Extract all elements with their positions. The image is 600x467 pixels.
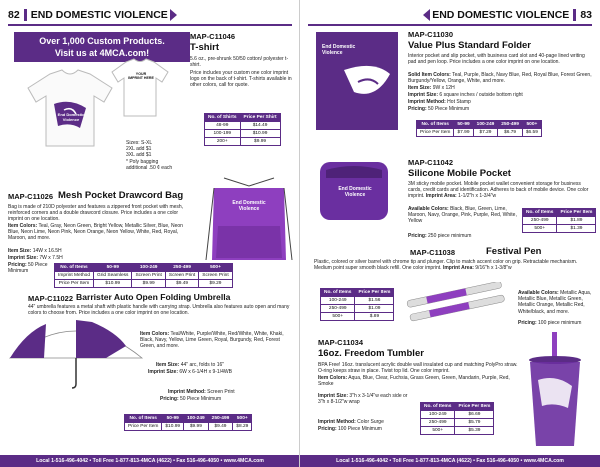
umbrella-colors — [140, 331, 290, 350]
mobile-pocket-image — [318, 160, 390, 222]
table-header: Price Per Item — [455, 403, 494, 411]
table-cell: $6.79 — [498, 129, 523, 137]
drawcord-desc: Bag is made of 210D polyester and features a zippered front pocket with mesh, reinforced corners and a double drawcord closure. Price includes a one color imprint on one location. — [8, 204, 184, 223]
table-row — [205, 130, 281, 138]
drawcord-colors — [8, 223, 194, 242]
table-header: 250-499 — [208, 415, 233, 423]
tumbler-image — [522, 330, 588, 450]
table-row — [321, 305, 394, 313]
value: 7W x 7.5H — [39, 255, 63, 261]
umbrella-image — [6, 318, 146, 390]
table-cell: $1.09 — [355, 305, 394, 313]
label: Pricing: — [408, 233, 427, 239]
table-header: No. of Shirts — [205, 114, 241, 122]
tumbler-sku: MAP-C11034 — [318, 338, 364, 347]
table-cell: $1.56 — [355, 297, 394, 305]
table-header: 50-99 — [162, 415, 184, 423]
tshirt-desc: 5.6 oz., pre-shrunk 50/50 cotton/ polyester t-shirt. — [190, 56, 289, 69]
table-cell: $10.99 — [240, 130, 280, 138]
tumbler-title: 16oz. Freedom Tumbler — [318, 348, 424, 359]
header-arrow-icon — [170, 9, 177, 21]
label: Pricing: — [408, 106, 427, 112]
table-header: No. of Items — [523, 209, 557, 217]
umbrella-imprint — [148, 369, 290, 375]
table-cell: Screen Print — [199, 272, 232, 280]
table-cell: $5.39 — [455, 427, 494, 435]
pen-desc — [314, 259, 594, 271]
value: Screen Print — [207, 389, 235, 395]
folder-imprint-text: End Domestic Violence — [322, 44, 356, 56]
table-cell: Screen Print — [165, 272, 198, 280]
label: Item Colors: — [8, 223, 38, 229]
table-cell: Grid Seamless — [94, 272, 132, 280]
label: Solid Item Colors: — [408, 72, 451, 78]
label: Item Colors: — [318, 375, 348, 381]
tshirt-front-text: End Domestic Violence — [57, 112, 85, 122]
table-header: 100-249 — [184, 415, 209, 423]
value: 9/16"h x 1-3/8"w — [475, 265, 512, 272]
label: Item Size: — [8, 248, 32, 254]
table-header: 50-99 — [454, 121, 473, 129]
umbrella-sku — [28, 294, 73, 303]
table-header: Price Per Item — [557, 209, 596, 217]
pen-price-table — [320, 288, 394, 321]
umbrella-price-table — [124, 414, 252, 431]
table-cell: Price Per Item — [55, 280, 94, 288]
folder-imprint — [408, 92, 523, 98]
label: Imprint Size: — [318, 393, 349, 399]
promo-line2: Visit us at 4MCA.com! — [54, 48, 150, 58]
value: 1-1/2"h x 1-3/4"w — [458, 193, 497, 200]
sku-text: MAP-C11022 — [28, 294, 74, 303]
value: 3M sticky mobile pocket. Mobile pocket wallet convenient storage for business cards, credit cards and identification. Adheres to back of mobile device. One color imprint. — [408, 181, 589, 200]
table-row — [321, 313, 394, 321]
tumbler-price-table — [420, 402, 494, 435]
table-cell: $6.59 — [522, 129, 541, 137]
table-row — [55, 272, 233, 280]
value: 9W x 12H — [432, 85, 455, 91]
pocket-title: Silicone Mobile Pocket — [408, 168, 511, 179]
value: 50 Piece Minimum — [428, 106, 470, 112]
pen-image — [404, 282, 514, 322]
table-cell: 500+ — [523, 225, 557, 233]
folder-title: Value Plus Standard Folder — [408, 40, 532, 51]
table-row — [205, 138, 281, 146]
pocket-desc — [408, 181, 594, 200]
label: Imprint Method: — [318, 419, 356, 425]
value: 250 piece minimum — [428, 233, 472, 239]
tshirt-sku: MAP-C11046 — [190, 32, 236, 41]
label: Pricing: — [318, 426, 337, 432]
sizes-line: * Poly bagging — [126, 158, 159, 165]
page-footer: Local 1-516-496-4042 • Toll Free 1-877-813-4MCA (4622) • Fax 516-496-4050 • www.4MCA.com — [300, 455, 600, 467]
header-title: END DOMESTIC VIOLENCE — [30, 9, 168, 21]
table-cell: $14.49 — [240, 122, 280, 130]
pen-pricing — [518, 320, 581, 326]
table-cell: 500+ — [321, 313, 355, 321]
tshirt-desc2: Price includes your custom one color imprint logo on the back of t-shirt. T-shirts available in other colors, call for quote. — [190, 70, 292, 89]
pocket-pricing — [408, 233, 471, 239]
drawcord-title: Mesh Pocket Drawcord Bag — [58, 190, 184, 201]
table-header: No. of Items — [55, 264, 94, 272]
label: Pricing: — [160, 396, 179, 402]
umbrella-size — [156, 362, 290, 368]
table-row — [421, 419, 494, 427]
folder-image — [314, 30, 400, 132]
bag-imprint-text: End Domestic Violence — [232, 200, 266, 212]
sizes-line: additional .50 ¢ each — [126, 164, 173, 171]
tshirt-sizes — [126, 140, 190, 171]
table-cell: 100-249 — [421, 411, 455, 419]
folder-desc: Interior pocket and slip pocket, with business card slot and 40-page lined writing pad and pen loop. Price includes a one color imprint on one location. — [408, 53, 585, 66]
label: Available Colors: — [408, 206, 449, 212]
table-cell: $7.29 — [473, 129, 498, 137]
table-cell: 500+ — [421, 427, 455, 435]
pen-title: Festival Pen — [486, 246, 542, 257]
label: Imprint Method: — [408, 99, 446, 105]
drawcord-size — [8, 248, 62, 254]
table-header: No. of Items — [125, 415, 162, 423]
table-cell: $1.39 — [557, 225, 596, 233]
table-cell: $10.99 — [162, 423, 184, 431]
page-number: 82 — [8, 9, 20, 21]
table-cell: $7.99 — [454, 129, 473, 137]
table-cell: $.89 — [355, 313, 394, 321]
label: Item Size: — [156, 362, 180, 368]
label: Imprint Area: — [425, 193, 457, 200]
value: 100 piece minimum — [538, 320, 582, 326]
table-cell: Screen Print — [132, 272, 165, 280]
table-header: 100-249 — [132, 264, 165, 272]
label: Imprint Size: — [148, 369, 179, 375]
label: Imprint Size: — [408, 92, 439, 98]
pen-colors — [518, 290, 594, 315]
pocket-imprint-text: End Domestic Violence — [338, 186, 372, 198]
drawcord-pricing — [8, 262, 48, 274]
drawcord-bag-image — [204, 176, 294, 262]
label: Item Size: — [408, 85, 432, 91]
table-cell: $9.99 — [184, 423, 209, 431]
tumbler-imprint — [318, 393, 408, 405]
page-number: 83 — [580, 9, 592, 21]
table-row — [417, 129, 542, 137]
table-header: No. of Items — [321, 289, 355, 297]
page-footer: Local 1-516-496-4042 • Toll Free 1-877-813-4MCA (4622) • Fax 516-496-4050 • www.4MCA.com — [0, 455, 300, 467]
table-cell: 200+ — [205, 138, 241, 146]
table-cell: $10.99 — [94, 280, 132, 288]
tshirt-back-logo: YOUR IMPRINT HERE — [128, 72, 154, 81]
tshirt-front-image — [20, 68, 120, 148]
table-cell: 250-499 — [421, 419, 455, 427]
table-cell: $6.69 — [455, 411, 494, 419]
catalog-page-right — [300, 0, 600, 467]
tumbler-method — [318, 419, 384, 425]
table-cell: $1.89 — [557, 217, 596, 225]
value: 100 Piece Minimum — [338, 426, 382, 432]
pocket-colors — [408, 206, 518, 225]
umbrella-pricing — [160, 396, 221, 402]
table-cell: 100-199 — [205, 130, 241, 138]
value: Aqua, Blue, Clear, Fuchsia, Grass Green, Green, Mandarin, Purple, Red, Smoke — [318, 375, 510, 388]
umbrella-method — [168, 389, 235, 395]
pocket-price-table — [522, 208, 596, 233]
table-row — [523, 225, 596, 233]
page-header — [423, 8, 592, 22]
table-header: 500+ — [199, 264, 232, 272]
table-cell: 100-249 — [321, 297, 355, 305]
table-header: 250-499 — [165, 264, 198, 272]
table-cell: $9.49 — [165, 280, 198, 288]
table-header: 50-99 — [94, 264, 132, 272]
table-cell: $5.79 — [455, 419, 494, 427]
value: Teal, Purple, Black, Navy Blue, Red, Royal Blue, Forest Green, Burgundy/Yellow, Orange, White, and more. — [408, 72, 592, 85]
table-row — [421, 427, 494, 435]
tshirt-back-image — [108, 58, 172, 118]
tumbler-colors — [318, 375, 518, 387]
folder-method — [408, 99, 471, 105]
table-cell: $9.99 — [132, 280, 165, 288]
tshirt-price-table — [204, 113, 281, 146]
label: Available Colors: — [518, 290, 559, 296]
table-cell: Imprint Method — [55, 272, 94, 280]
tumbler-desc: BPA Free! 16oz. translucent acrylic double wall insulated cup and matching PolyPro straw. O-ring keeps straw in place. Twist top lid. One color imprint. — [318, 362, 518, 375]
header-arrow-icon — [423, 9, 430, 21]
label: Pricing: — [8, 262, 27, 268]
table-row — [321, 297, 394, 305]
sku-text: MAP-C11026 — [8, 192, 54, 201]
folder-price-table — [416, 120, 542, 137]
table-cell: 48-99 — [205, 122, 241, 130]
value: Color Surge — [357, 419, 384, 425]
promo-line1: Over 1,000 Custom Products. — [39, 36, 165, 46]
table-header: 500+ — [522, 121, 541, 129]
value: Metallic Aqua, Metallic Blue, Metallic Green, Metallic Orange, Metallic Red, White/black, and more. — [518, 290, 592, 315]
folder-size — [408, 85, 455, 91]
tshirt-title: T-shirt — [190, 42, 220, 53]
table-row — [205, 122, 281, 130]
umbrella-desc: 44" umbrella features a metal shaft with plastic handle with carrying strap. Umbrella also features auto open and many colors to choose from. Price includes a one color imprint on one location. — [28, 304, 290, 317]
table-header: 500+ — [233, 415, 252, 423]
table-header: Price Per Shirt — [240, 114, 280, 122]
value: 50 Piece Minimum — [8, 262, 48, 275]
umbrella-title: Barrister Auto Open Folding Umbrella — [76, 292, 231, 302]
header-title: END DOMESTIC VIOLENCE — [432, 9, 570, 21]
pen-sku: MAP-C11038 — [410, 248, 456, 257]
table-header: No. of Items — [417, 121, 454, 129]
value: 44" arc, folds to 16" — [180, 362, 225, 368]
table-cell: $9.99 — [240, 138, 280, 146]
table-cell: 250-499 — [523, 217, 557, 225]
label: Imprint Size: — [8, 255, 39, 261]
drawcord-sku — [8, 192, 53, 201]
folder-sku: MAP-C11030 — [408, 30, 454, 39]
table-cell: $8.29 — [233, 423, 252, 431]
label: Imprint Method: — [168, 389, 206, 395]
header-divider — [573, 9, 576, 21]
header-rule — [308, 24, 592, 26]
table-cell: Price Per Item — [125, 423, 162, 431]
tumbler-pricing — [318, 426, 382, 432]
label: Item Colors: — [140, 331, 170, 337]
sizes-line: 3XL add $1 — [126, 152, 152, 159]
table-header: Price Per Item — [355, 289, 394, 297]
drawcord-price-table — [54, 263, 233, 288]
table-header: 250-499 — [498, 121, 523, 129]
value: 6W x 6-1/4H x 9-1/4WB — [179, 369, 232, 375]
table-row — [55, 280, 233, 288]
table-header: No. of Items — [421, 403, 455, 411]
value: 6 square inches / outside bottom right — [439, 92, 523, 98]
table-row — [421, 411, 494, 419]
pocket-sku: MAP-C11042 — [408, 158, 454, 167]
table-cell: Price Per Item — [417, 129, 454, 137]
label: Pricing: — [518, 320, 537, 326]
sizes-line: Sizes: S-XL — [126, 140, 153, 146]
table-cell: $9.29 — [199, 280, 232, 288]
table-cell: $9.49 — [208, 423, 233, 431]
table-row — [125, 423, 252, 431]
value: 14W x 16.5H — [32, 248, 62, 254]
table-row — [523, 217, 596, 225]
folder-pricing — [408, 106, 469, 112]
drawcord-imprint — [8, 255, 63, 261]
table-header: 100-249 — [473, 121, 498, 129]
value: 50 Piece Minimum — [180, 396, 222, 402]
header-divider — [24, 9, 27, 21]
header-rule — [8, 24, 292, 26]
value: Black, Blue, Green, Lime, Maroon, Navy, Orange, Pink, Purple, Red, White, Yellow — [408, 206, 517, 225]
folder-colors — [408, 72, 594, 84]
value: Plastic, colored or silver barrel with chrome tip and plunger. Clip to match accent color on grip. Retractable mechanism. Medium point super smooth black refill. One color imprint. — [314, 259, 578, 272]
value: Teal/White, Purple/White, Red/White, White, Khaki, Black, Navy, Yellow, Lime Green, Royal, Burgundy, Red, Forest Green, and more. — [140, 331, 284, 350]
label: Imprint Area: — [442, 265, 474, 272]
sizes-line: 2XL add $1 — [126, 146, 152, 153]
value: Teal, Gray, Neon Green, Bright Yellow, Metallic Silver, Blue, Neon Blue, Neon Lime, Neon Pink, Neon Orange, Neon Yellow, White, Red, Royal, Maroon, and more. — [8, 223, 183, 242]
table-cell: 250-499 — [321, 305, 355, 313]
value: 3"h x 3-1/4"w each side or 3"h x 8-1/2"w wrap — [318, 393, 408, 406]
value: Hot Stamp — [447, 99, 471, 105]
page-header — [8, 8, 177, 22]
